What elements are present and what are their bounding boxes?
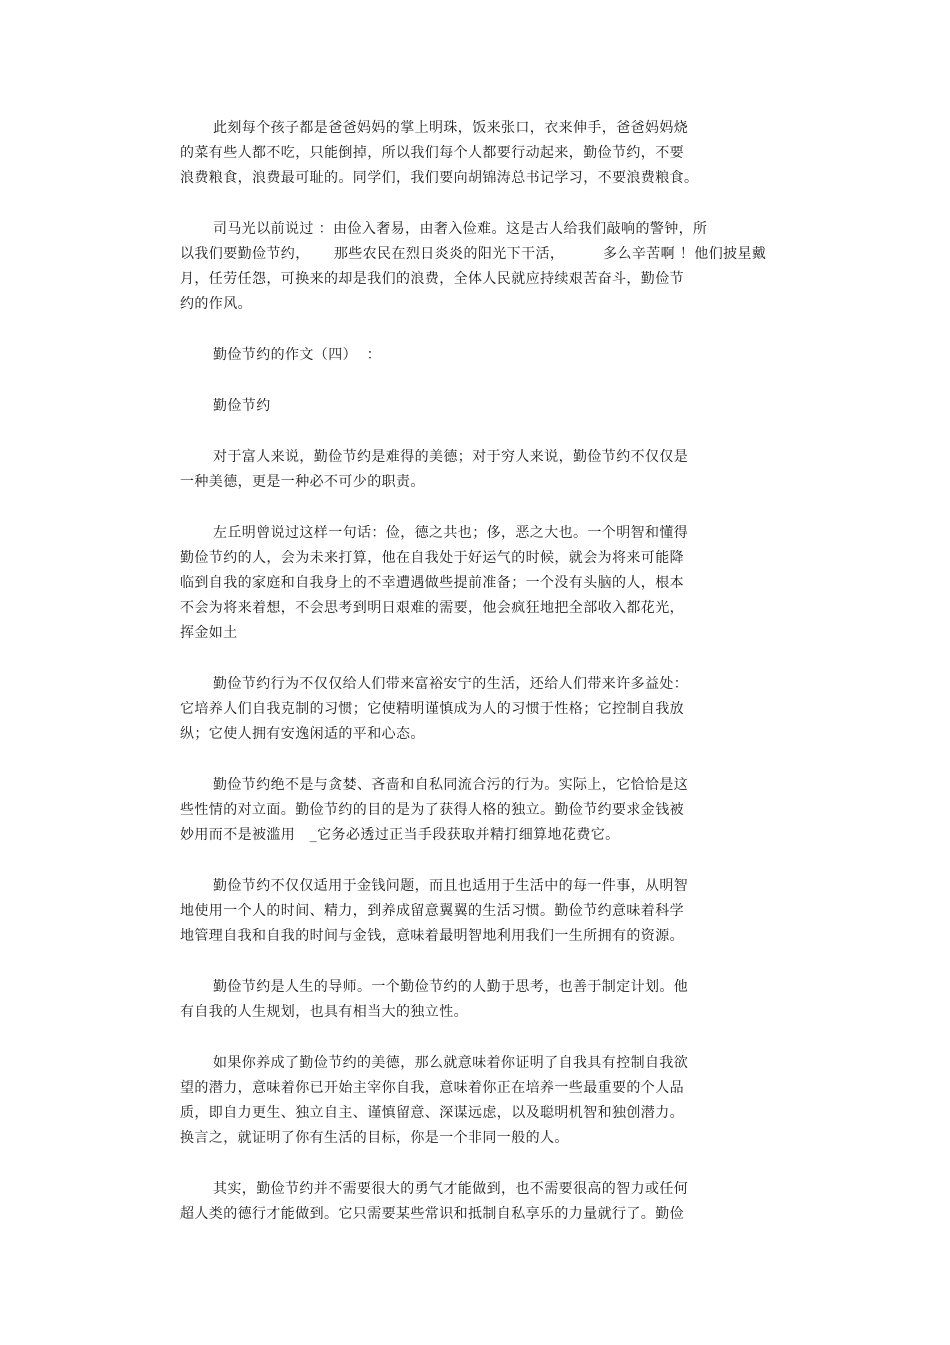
paragraph-line: 望的潜力，意味着你已开始主宰你自我，意味着你正在培养一些最重要的个人品 <box>180 1080 684 1096</box>
title-line: 勤俭节约 <box>213 398 271 414</box>
paragraph-line: 它培养人们自我克制的习惯；它使精明谨慎成为人的习惯于性格；它控制自我放 <box>180 701 684 717</box>
paragraph-line: 勤俭节约的人，会为未来打算，他在自我处于好运气的时候，就会为将来可能降 <box>180 550 684 566</box>
paragraph-5 <box>180 672 780 747</box>
paragraph-line: 换言之，就证明了你有生活的目标，你是一个非同一般的人。 <box>180 1130 569 1146</box>
paragraph-line: 临到自我的家庭和自我身上的不幸遭遇做些提前准备；一个没有头脑的人，根本 <box>180 575 684 591</box>
paragraph-line: 勤俭节约是人生的导师。一个勤俭节约的人勤于思考，也善于制定计划。他 <box>213 979 689 995</box>
heading-line: 勤俭节约的作文（四） ： <box>213 347 382 363</box>
paragraph-line: 地管理自我和自我的时间与金钱，意味着最明智地利用我们一生所拥有的资源。 <box>180 928 684 944</box>
paragraph-7 <box>180 874 780 949</box>
paragraph-9 <box>180 1051 780 1151</box>
paragraph-line: 的菜有些人都不吃，只能倒掉，所以我们每个人都要行动起来，勤俭节约，不要 <box>180 145 684 161</box>
paragraph-line: 挥金如土 <box>180 625 238 641</box>
paragraph-2 <box>180 217 780 317</box>
paragraph-line: 质，即自力更生、独立自主、谨慎留意、深谋远虑，以及聪明机智和独创潜力。 <box>180 1105 684 1121</box>
paragraph-line: 不会为将来着想，不会思考到明日艰难的需要，他会疯狂地把全部收入都花光， <box>180 600 684 616</box>
paragraph-line: 勤俭节约绝不是与贪婪、吝啬和自私同流合污的行为。实际上，它恰恰是这 <box>213 777 689 793</box>
section-heading <box>180 343 780 368</box>
paragraph-line: 纵；它使人拥有安逸闲适的平和心态。 <box>180 726 425 742</box>
paragraph-line: 其实，勤俭节约并不需要很大的勇气才能做到，也不需要很高的智力或任何 <box>213 1181 689 1197</box>
paragraph-8 <box>180 975 780 1025</box>
paragraph-line: 此刻每个孩子都是爸爸妈妈的掌上明珠，饭来张口，衣来伸手，爸爸妈妈烧 <box>213 120 689 136</box>
paragraph-4 <box>180 521 780 646</box>
paragraph-line: 浪费粮食，浪费最可耻的。同学们，我们要向胡锦涛总书记学习，不要浪费粮食。 <box>180 170 699 186</box>
paragraph-3 <box>180 445 780 495</box>
paragraph-line: 超人类的德行才能做到。它只需要某些常识和抵制自私享乐的力量就行了。勤俭 <box>180 1206 684 1222</box>
paragraph-line: 勤俭节约不仅仅适用于金钱问题，而且也适用于生活中的每一件事，从明智 <box>213 878 689 894</box>
paragraph-line: 如果你养成了勤俭节约的美德，那么就意味着你证明了自我具有控制自我欲 <box>213 1055 689 1071</box>
paragraph-6 <box>180 773 780 848</box>
essay-title <box>180 394 780 419</box>
document-body <box>180 116 780 1253</box>
paragraph-line: 一种美德，更是一种必不可少的职责。 <box>180 474 425 490</box>
paragraph-10 <box>180 1177 780 1227</box>
paragraph-line: 勤俭节约行为不仅仅给人们带来富裕安宁的生活，还给人们带来许多益处： <box>213 676 689 692</box>
paragraph-line: 妙用而不是被滥用 _它务必透过正当手段获取并精打细算地花费它。 <box>180 827 620 843</box>
paragraph-line: 以我们要勤俭节约， 那些农民在烈日炎炎的阳光下干活， 多么辛苦啊 ！他们披星戴 <box>180 246 767 262</box>
paragraph-line: 对于富人来说，勤俭节约是难得的美德；对于穷人来说，勤俭节约不仅仅是 <box>213 449 689 465</box>
paragraph-line: 司马光以前说过 ：由俭入奢易，由奢入俭难。这是古人给我们敲响的警钟，所 <box>213 221 708 237</box>
paragraph-line: 左丘明曾说过这样一句话：俭，德之共也；侈，恶之大也。一个明智和懂得 <box>213 525 689 541</box>
paragraph-line: 地使用一个人的时间、精力，到养成留意翼翼的生活习惯。勤俭节约意味着科学 <box>180 903 684 919</box>
paragraph-1 <box>180 116 780 191</box>
paragraph-line: 月，任劳任怨，可换来的却是我们的浪费，全体人民就应持续艰苦奋斗，勤俭节 <box>180 271 684 287</box>
paragraph-line: 约的作风。 <box>180 296 252 312</box>
paragraph-line: 些性情的对立面。勤俭节约的目的是为了获得人格的独立。勤俭节约要求金钱被 <box>180 802 684 818</box>
paragraph-line: 有自我的人生规划，也具有相当大的独立性。 <box>180 1004 468 1020</box>
